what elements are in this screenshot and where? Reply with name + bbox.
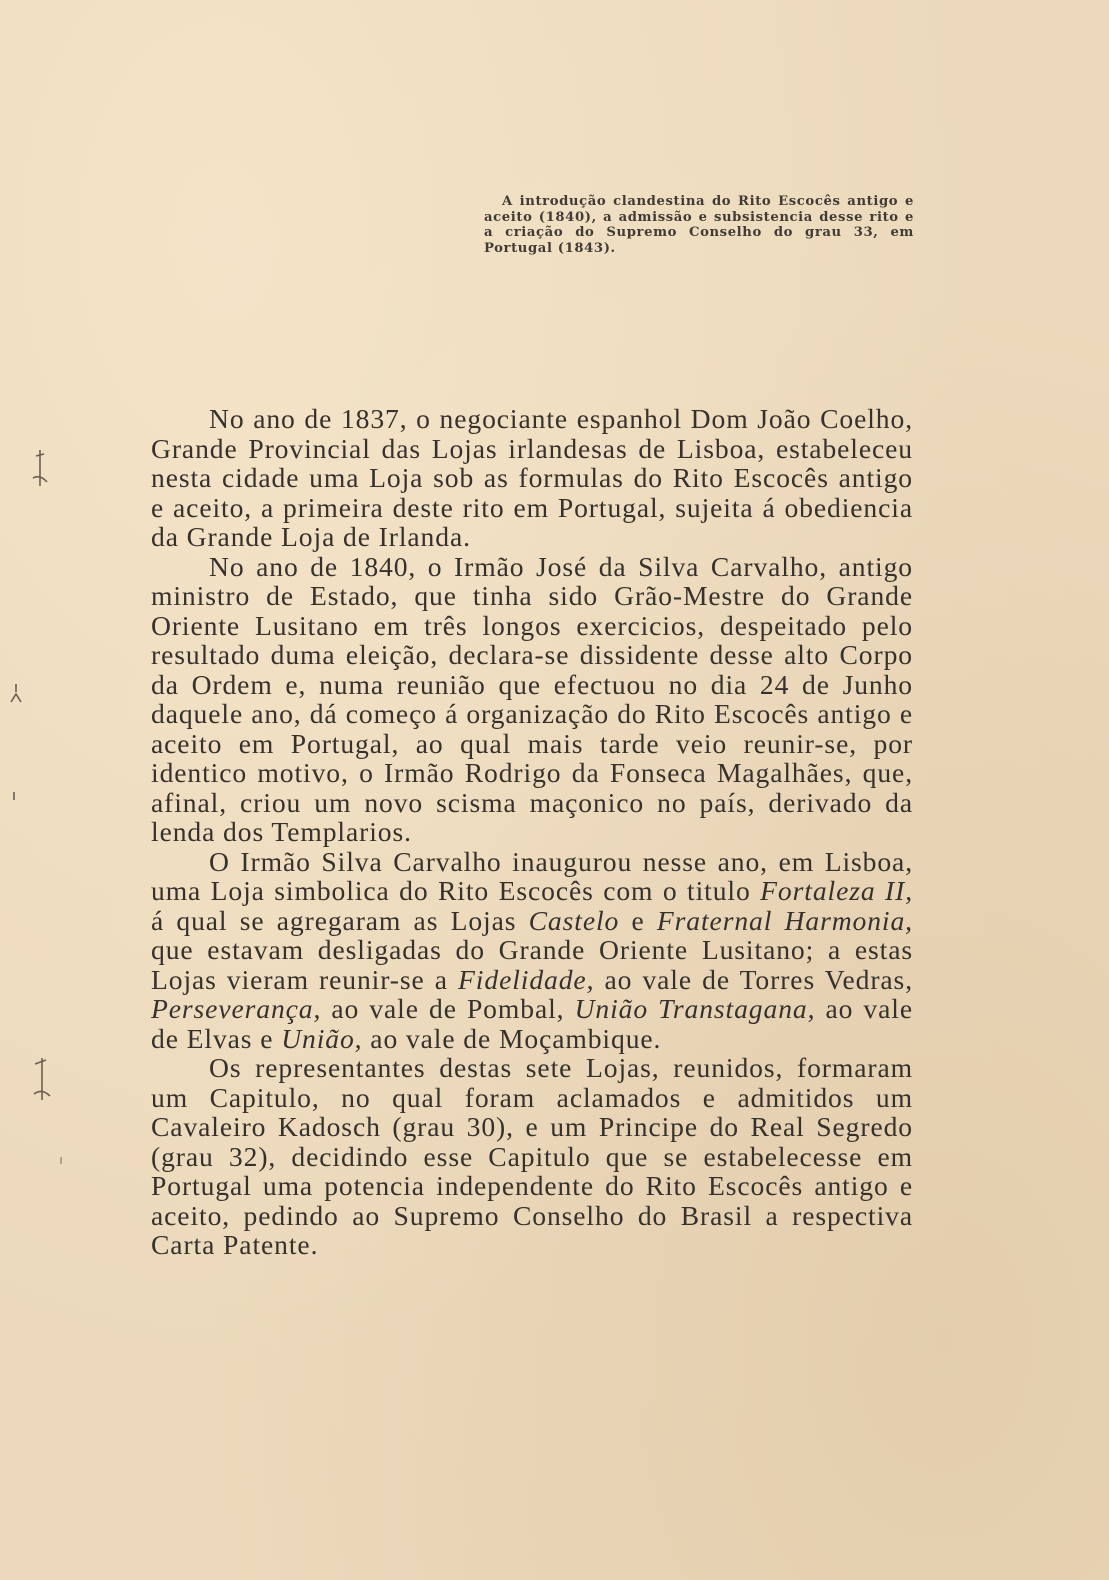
lodge-name-castelo: Castelo (528, 904, 620, 936)
paragraph-3-text: ao vale de Pombal, (321, 993, 575, 1024)
pencil-mark-icon (58, 1155, 64, 1167)
pencil-mark-icon (8, 680, 24, 710)
paragraph-1-text: No ano de 1837, o negociante espanhol Dom João Coelho, Grande Provincial das Lojas irlandesas de Lisboa, estabeleceu nesta cidade uma Loja sob as formulas do Rito Escocês antigo e aceito, a primeira deste rito em Portugal, sujeita á obediencia da Grande Loja de Irlanda. (151, 403, 913, 552)
body-text (151, 404, 913, 1260)
paragraph-3-text: e (619, 904, 657, 936)
pencil-mark-icon (30, 448, 50, 492)
lodge-name-uniao-transtagana: União Transtagana, (574, 993, 816, 1024)
lodge-name-fidelidade: Fidelidade, (458, 963, 595, 995)
paragraph-3-text: ao vale de Moçambique. (362, 1022, 662, 1054)
lodge-name-fraternal-harmonia: Fraternal Harmonia, (656, 904, 913, 936)
paragraph-3-text: que estavam desligadas do Grande Oriente Lusitano; a estas Lojas vieram reunir-se a (151, 934, 913, 995)
paragraph-3 (151, 847, 913, 1054)
paragraph-1 (151, 404, 913, 552)
lodge-name-perseveranca: Perseverança, (151, 993, 322, 1024)
paragraph-4 (151, 1053, 913, 1260)
pencil-mark-icon (30, 1054, 54, 1110)
lodge-name-fortaleza: Fortaleza II, (760, 875, 913, 906)
paragraph-2-text: No ano de 1840, o Irmão José da Silva Carvalho, antigo ministro de Estado, que tinha sido Grão-Mestre do Grande Oriente Lusitano em três longos exercicios, despeitado pelo resultado duma eleição, declara-se dissidente desse alto Corpo da Ordem e, numa reunião que efectuou no dia 24 de Junho daquele ano, dá começo á organização do Rito Escocês antigo e aceito em Portugal, ao qual mais tarde veio reunir-se, por identico motivo, o Irmão Rodrigo da Fonseca Magalhães, que, afinal, criou um novo scisma maçonico no país, derivado da lenda dos Templarios. (151, 550, 913, 847)
paragraph-3-text: ao vale de Elvas e (151, 993, 913, 1054)
pencil-mark-icon (10, 790, 18, 804)
paragraph-3-text: ao vale de Torres Vedras, (594, 963, 913, 995)
paragraph-2 (151, 552, 913, 847)
lodge-name-uniao: União, (281, 1022, 363, 1054)
paragraph-3-text: O Irmão Silva Carvalho inaugurou nesse ano, em Lisboa, uma Loja simbolica do Rito Escocês com o titulo (151, 845, 913, 906)
chapter-summary: A introdução clandestina do Rito Escocês antigo e aceito (1840), a admissão e subsistencia desse rito e a criação do Supremo Conselho do grau 33, em Portugal (1843). (484, 194, 914, 256)
paragraph-3-text: á qual se agregaram as Lojas (151, 904, 529, 936)
paragraph-4-text: Os representantes destas sete Lojas, reunidos, formaram um Capitulo, no qual foram aclamados e admitidos um Cavaleiro Kadosch (grau 30), e um Principe do Real Segredo (grau 32), decidindo esse Capitulo que se estabelecesse em Portugal uma potencia independente do Rito Escocês antigo e aceito, pedindo ao Supremo Conselho do Brasil a respectiva Carta Patente. (151, 1052, 913, 1260)
